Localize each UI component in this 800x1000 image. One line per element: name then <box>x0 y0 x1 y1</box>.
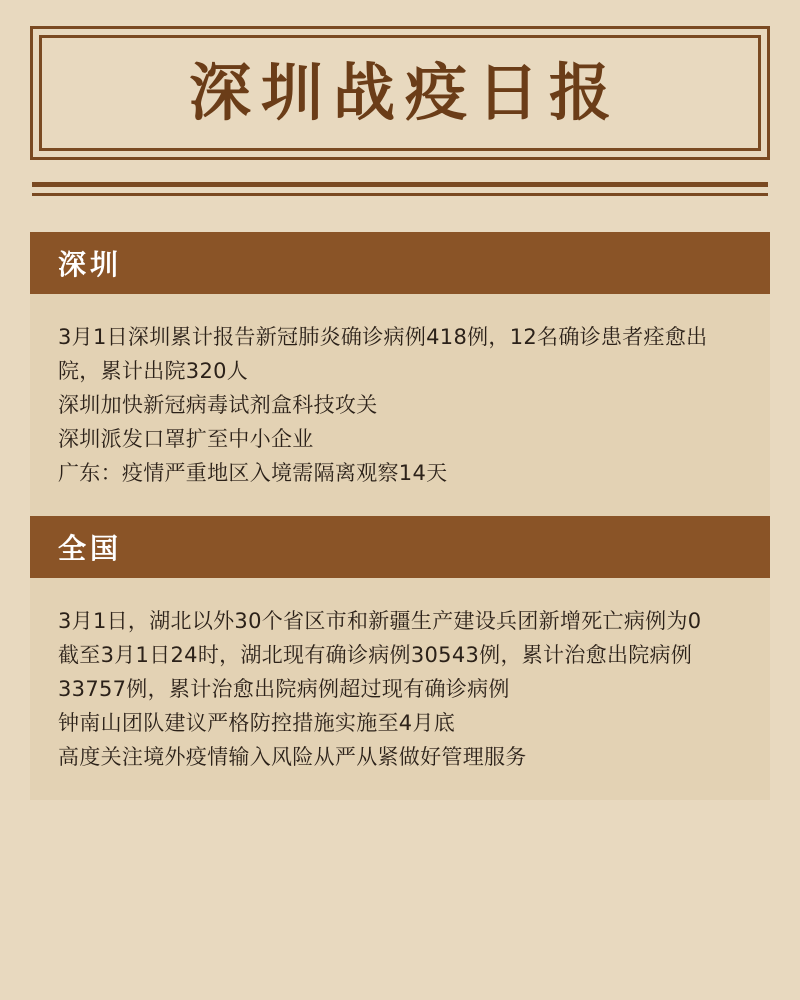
section-header-national <box>30 516 770 578</box>
news-line: 3月1日，湖北以外30个省区市和新疆生产建设兵团新增死亡病例为0 <box>58 609 702 634</box>
section-national <box>30 516 770 800</box>
section-body-shenzhen <box>30 294 770 516</box>
news-line: 深圳加快新冠病毒试剂盒科技攻关 <box>58 393 378 418</box>
news-line: 深圳派发口罩扩至中小企业 <box>58 427 314 452</box>
poster-header <box>0 0 800 196</box>
page-title: 深圳战疫日报 <box>188 56 621 129</box>
header-divider-group <box>30 182 770 196</box>
section-shenzhen <box>30 232 770 516</box>
section-title-national: 全国 <box>58 532 123 566</box>
section-title-shenzhen: 深圳 <box>58 248 123 281</box>
news-line: 3月1日深圳累计报告新冠肺炎确诊病例418例，12名确诊患者痊愈出院，累计出院320人 <box>58 325 708 384</box>
news-line: 钟南山团队建议严格防控措施实施至4月底 <box>58 711 456 736</box>
title-frame-outer <box>30 26 770 160</box>
divider-rule-2 <box>32 193 768 196</box>
news-line: 广东：疫情严重地区入境需隔离观察14天 <box>58 461 448 486</box>
news-line: 截至3月1日24时，湖北现有确诊病例30543例，累计治愈出院病例33757例，累计治愈出院病例超过现有确诊病例 <box>58 643 693 702</box>
section-body-national <box>30 578 770 800</box>
title-frame-inner <box>39 35 761 151</box>
section-header-shenzhen <box>30 232 770 294</box>
news-line: 高度关注境外疫情输入风险从严从紧做好管理服务 <box>58 745 527 770</box>
divider-rule-1 <box>32 182 768 187</box>
poster-content <box>0 232 800 800</box>
